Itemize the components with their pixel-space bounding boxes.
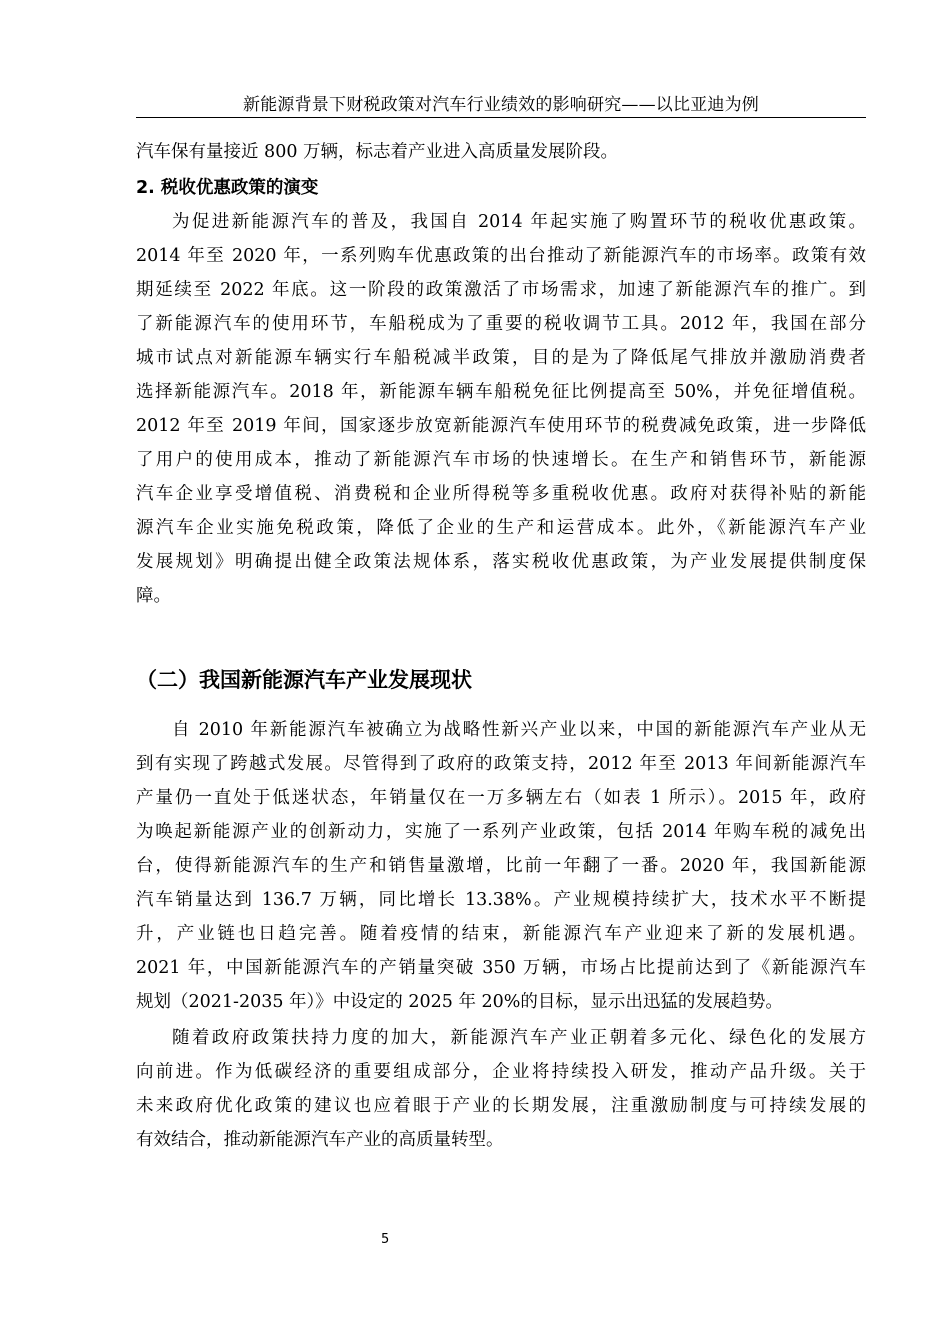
header-title: 新能源背景下财税政策对汽车行业绩效的影响研究——以比亚迪为例 xyxy=(243,95,759,115)
paragraph-line: 2012 年至 2019 年间，国家逐步放宽新能源汽车使用环节的税费减免政策，进一步降低 xyxy=(136,416,866,436)
paragraph-line: 规划（2021-2035 年）》中设定的 2025 年 20%的目标，显示出迅猛的发展趋势。 xyxy=(136,992,783,1012)
paragraph-line: 到有实现了跨越式发展。尽管得到了政府的政策支持，2012 年至 2013 年间新能源汽车 xyxy=(136,754,866,774)
paragraph-line: 产量仍一直处于低迷状态，年销量仅在一万多辆左右（如表 1 所示）。2015 年，政府 xyxy=(136,788,866,808)
subheading-tax-policy: 2. 税收优惠政策的演变 xyxy=(136,178,319,198)
paragraph-line: 升，产业链也日趋完善。随着疫情的结束，新能源汽车产业迎来了新的发展机遇。 xyxy=(136,924,866,944)
paragraph-line: 障。 xyxy=(136,586,171,606)
paragraph-line: 了用户的使用成本，推动了新能源汽车市场的快速增长。在生产和销售环节，新能源 xyxy=(136,450,866,470)
section-heading: （二）我国新能源汽车产业发展现状 xyxy=(136,668,472,692)
paragraph-line: 为唤起新能源产业的创新动力，实施了一系列产业政策，包括 2014 年购车税的减免出 xyxy=(136,822,866,842)
paragraph-line: 2014 年至 2020 年，一系列购车优惠政策的出台推动了新能源汽车的市场率。政策有效 xyxy=(136,246,866,266)
paragraph-line: 期延续至 2022 年底。这一阶段的政策激活了市场需求，加速了新能源汽车的推广。到 xyxy=(136,280,866,300)
paragraph-line: 2021 年，中国新能源汽车的产销量突破 350 万辆，市场占比提前达到了《新能源汽车 xyxy=(136,958,866,978)
lead-line: 汽车保有量接近 800 万辆，标志着产业进入高质量发展阶段。 xyxy=(136,142,619,162)
paragraph-line: 选择新能源汽车。2018 年，新能源车辆车船税免征比例提高至 50%，并免征增值税。 xyxy=(136,382,866,402)
paragraph-line: 台，使得新能源汽车的生产和销售量激增，比前一年翻了一番。2020 年，我国新能源 xyxy=(136,856,866,876)
paragraph-line: 随着政府政策扶持力度的加大，新能源汽车产业正朝着多元化、绿色化的发展方 xyxy=(172,1028,866,1048)
paragraph-line: 自 2010 年新能源汽车被确立为战略性新兴产业以来，中国的新能源汽车产业从无 xyxy=(172,720,866,740)
paragraph-line: 向前进。作为低碳经济的重要组成部分，企业将持续投入研发，推动产品升级。关于 xyxy=(136,1062,866,1082)
paragraph-line: 为促进新能源汽车的普及，我国自 2014 年起实施了购置环节的税收优惠政策。 xyxy=(172,212,866,232)
paragraph-line: 了新能源汽车的使用环节，车船税成为了重要的税收调节工具。2012 年，我国在部分 xyxy=(136,314,866,334)
paragraph-line: 汽车销量达到 136.7 万辆，同比增长 13.38%。产业规模持续扩大，技术水平不断提 xyxy=(136,890,866,910)
header-divider xyxy=(136,117,866,118)
paragraph-line: 汽车企业享受增值税、消费税和企业所得税等多重税收优惠。政府对获得补贴的新能 xyxy=(136,484,866,504)
paragraph-line: 有效结合，推动新能源汽车产业的高质量转型。 xyxy=(136,1130,504,1150)
paragraph-line: 源汽车企业实施免税政策，降低了企业的生产和运营成本。此外，《新能源汽车产业 xyxy=(136,518,866,538)
page-number: 5 xyxy=(381,1232,390,1247)
paragraph-line: 城市试点对新能源车辆实行车船税减半政策，目的是为了降低尾气排放并激励消费者 xyxy=(136,348,866,368)
paragraph-line: 未来政府优化政策的建议也应着眼于产业的长期发展，注重激励制度与可持续发展的 xyxy=(136,1096,866,1116)
paragraph-line: 发展规划》明确提出健全政策法规体系，落实税收优惠政策，为产业发展提供制度保 xyxy=(136,552,866,572)
